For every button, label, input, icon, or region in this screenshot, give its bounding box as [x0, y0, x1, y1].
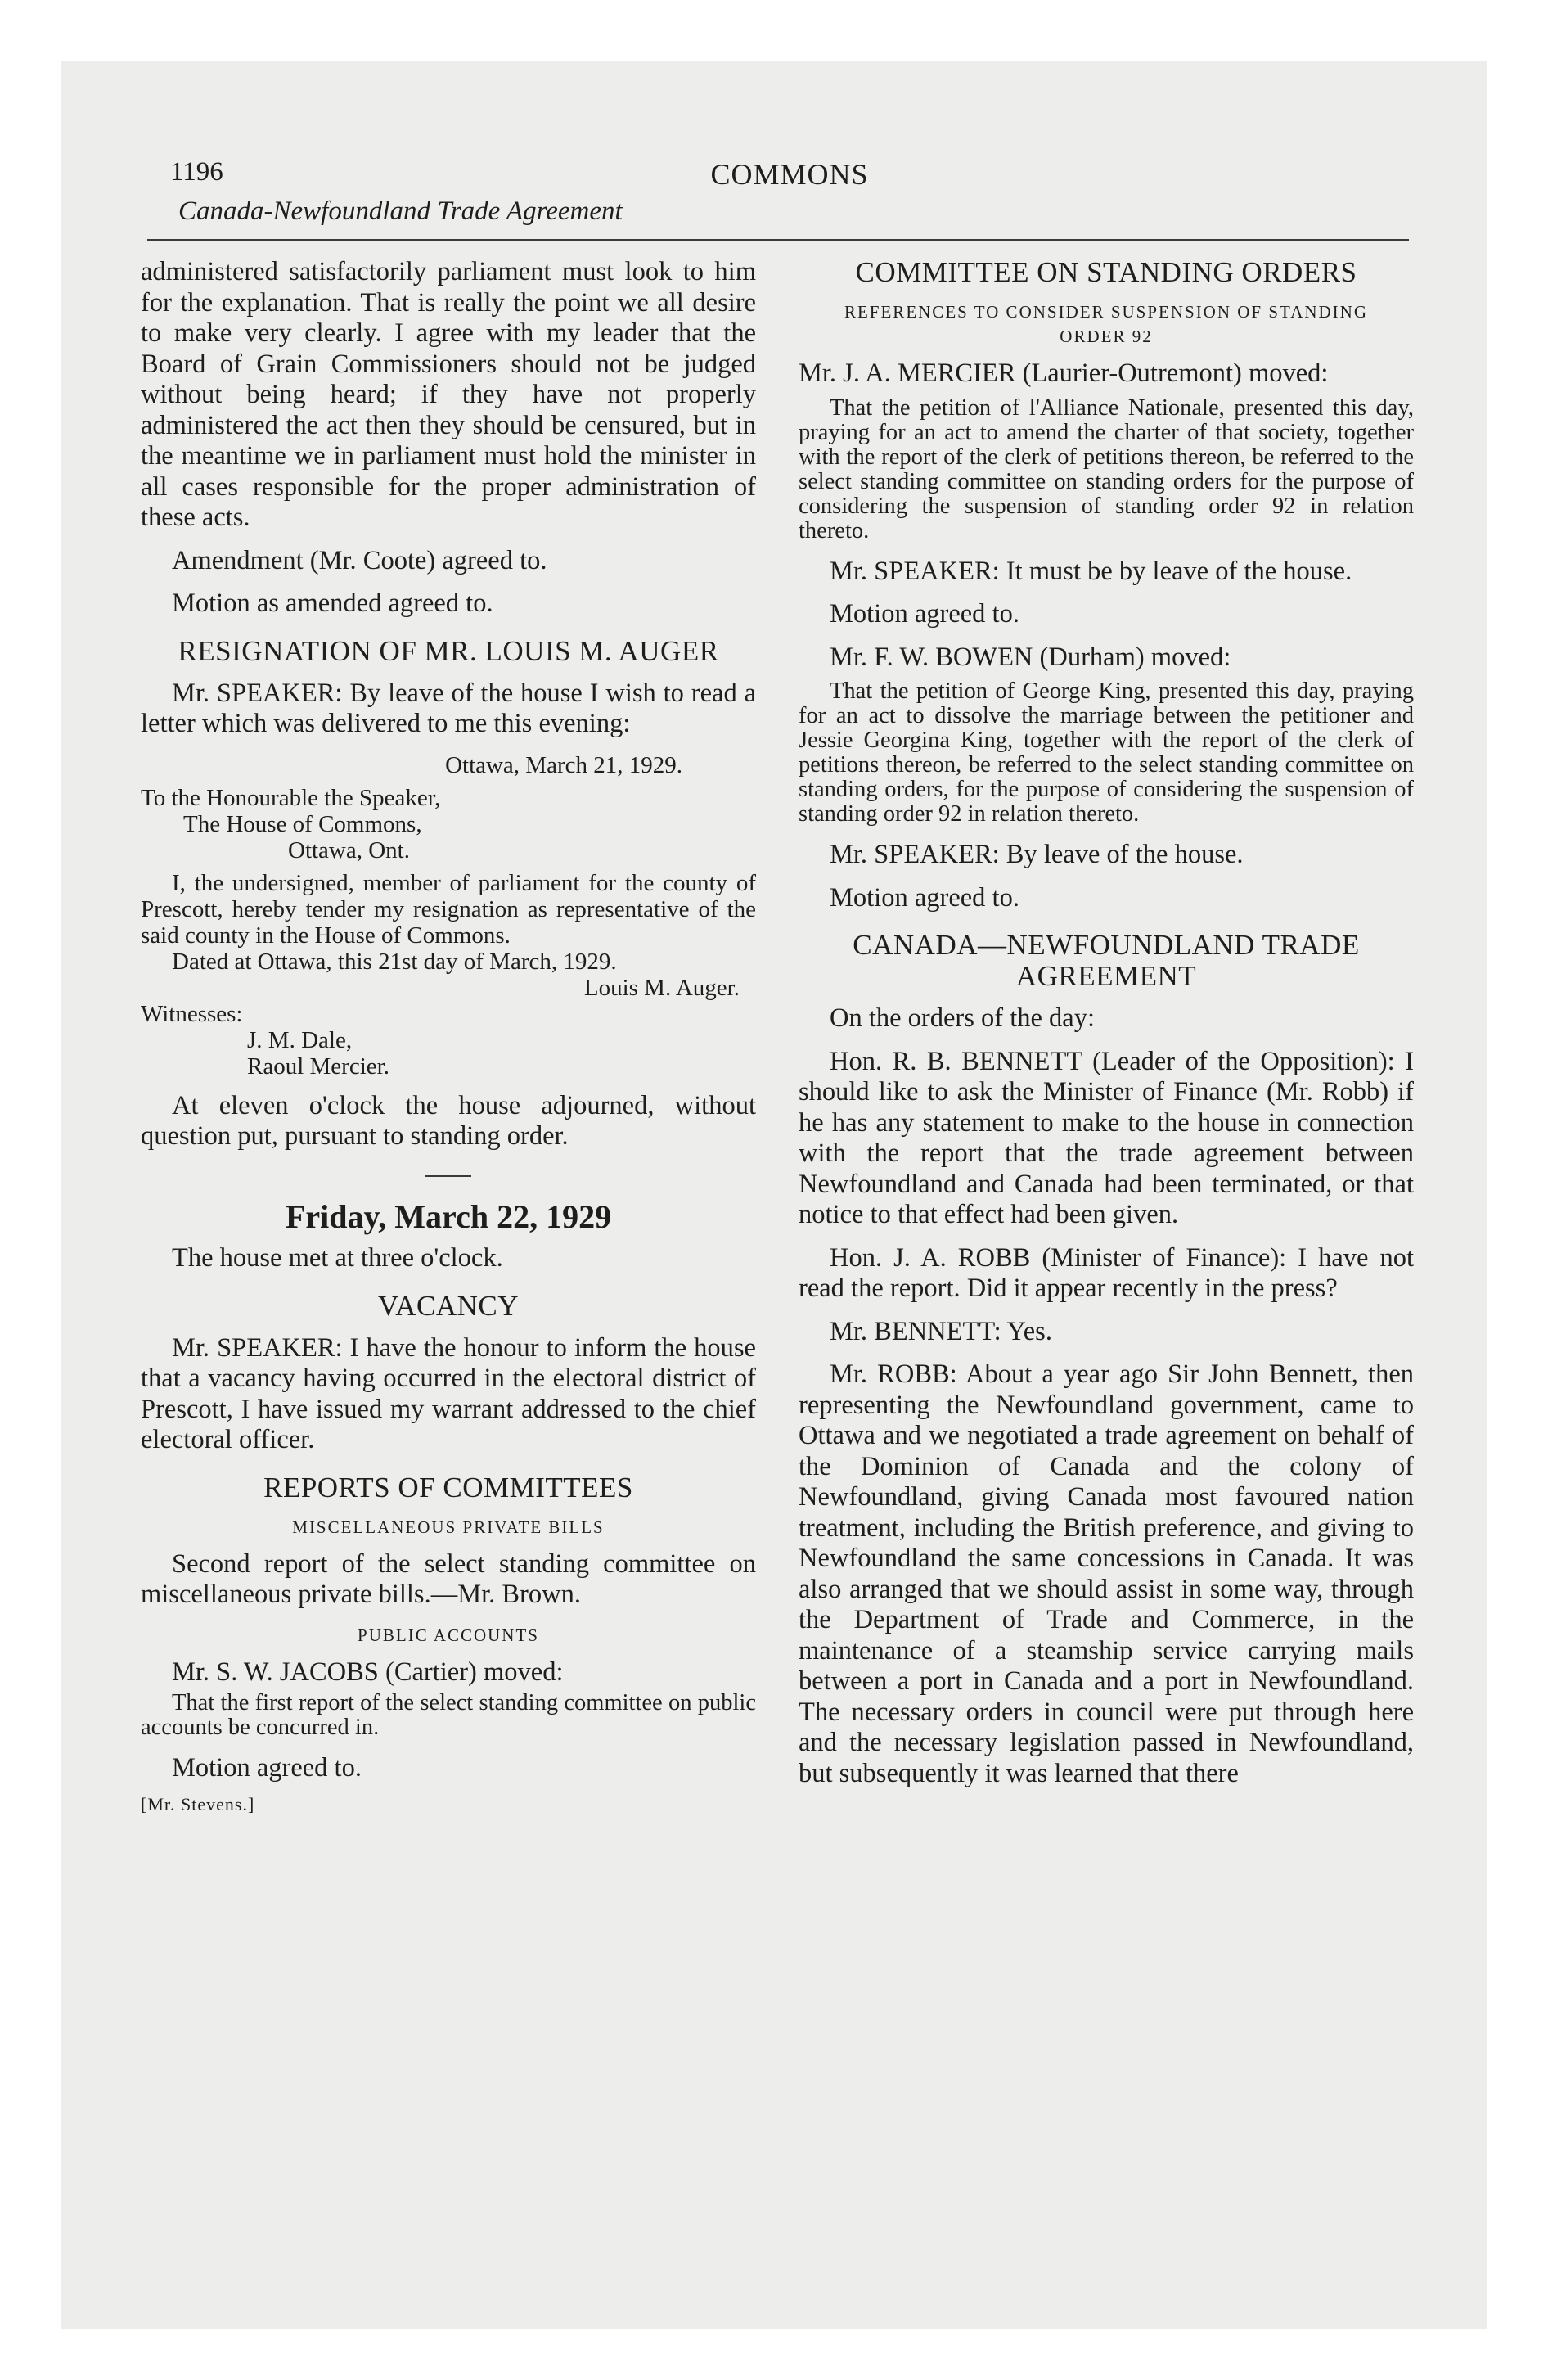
motion-text: That the petition of George King, presented this day, praying for an act to dissolve the marriage between the petitioner and Jessie Georgina King, together with the report of the clerk of petitions thereon, be referred to the select standing committee on standing orders, for the purpose of considering the suspension of standing order 92 in relation thereto.: [799, 678, 1414, 827]
letter-witness: J. M. Dale,: [247, 1026, 353, 1053]
paragraph: The house met at three o'clock.: [172, 1243, 503, 1273]
motion-text: That the petition of l'Alliance Nationale, presented this day, praying for an act to amend the charter of that society, together with the report of the clerk of petitions thereon, be referred to the select standing committee on standing orders for the purpose of considering the suspension of standing order 92 in relation thereto.: [799, 394, 1414, 543]
paragraph: Second report of the select standing committee on miscellaneous private bills.—Mr. Brown.: [141, 1548, 756, 1609]
right-column: [799, 257, 1414, 1801]
divider: [425, 1175, 471, 1177]
running-head: COMMONS: [710, 158, 869, 191]
letter-dated: Dated at Ottawa, this 21st day of March, 1929.: [172, 948, 617, 975]
speaker-reference: [Mr. Stevens.]: [141, 1793, 255, 1814]
letter-witness: Raoul Mercier.: [247, 1053, 389, 1080]
date-heading: Friday, March 22, 1929: [285, 1197, 612, 1235]
heading-vacancy: VACANCY: [377, 1289, 520, 1322]
paragraph: Motion as amended agreed to.: [172, 588, 493, 618]
heading-committee: COMMITTEE ON STANDING ORDERS: [855, 256, 1357, 288]
paragraph: Motion agreed to.: [830, 882, 1019, 913]
page-number: 1196: [170, 157, 223, 187]
paragraph: Mr. SPEAKER: I have the honour to inform the house that a vacancy having occurred in the electoral district of Prescott, I have issued my warrant addressed to the chief electoral officer.: [141, 1332, 756, 1454]
paragraph: Hon. R. B. BENNETT (Leader of the Opposition): I should like to ask the Minister of Finance (Mr. Robb) if he has any statement to make to the house in connection with the report that the trade agreement between Newfoundland and Canada had been terminated, or that notice to that effect had been given.: [799, 1046, 1414, 1229]
subheading-misc-bills: MISCELLANEOUS PRIVATE BILLS: [292, 1517, 605, 1537]
paragraph: Mr. SPEAKER: By leave of the house.: [830, 840, 1244, 869]
letter-date: Ottawa, March 21, 1929.: [445, 751, 682, 778]
paragraph: At eleven o'clock the house adjourned, without question put, pursuant to standing order.: [141, 1090, 756, 1151]
paragraph: Mr. S. W. JACOBS (Cartier) moved:: [172, 1657, 564, 1687]
resignation-letter: [141, 752, 756, 1080]
paragraph: Hon. J. A. ROBB (Minister of Finance): I have not read the report. Did it appear recently in the press?: [799, 1242, 1414, 1303]
motion-text: That the first report of the select standing committee on public accounts be concurred in.: [141, 1690, 756, 1740]
letter-signature: Louis M. Auger.: [583, 974, 740, 1001]
subheading-public-accounts: PUBLIC ACCOUNTS: [358, 1625, 539, 1645]
heading-reports: REPORTS OF COMMITTEES: [263, 1471, 633, 1503]
letter-addressee: Ottawa, Ont.: [288, 836, 410, 863]
paragraph: Mr. SPEAKER: By leave of the house I wish to read a letter which was delivered to me this evening:: [141, 678, 756, 738]
paragraph: Mr. J. A. MERCIER (Laurier-Outremont) moved:: [799, 358, 1329, 388]
paragraph: Mr. BENNETT: Yes.: [830, 1316, 1052, 1346]
paragraph: Mr. F. W. BOWEN (Durham) moved:: [830, 642, 1231, 672]
letter-witnesses-label: Witnesses:: [141, 1000, 243, 1027]
paragraph: Amendment (Mr. Coote) agreed to.: [172, 545, 547, 575]
heading-resignation: RESIGNATION OF MR. LOUIS M. AUGER: [178, 634, 719, 667]
heading-trade-agreement: CANADA—NEWFOUNDLAND TRADE AGREEMENT: [853, 929, 1360, 992]
paragraph: Mr. ROBB: About a year ago Sir John Bennett, then representing the Newfoundland government, came to Ottawa and we negotiated a trade agreement on behalf of the Dominion of Canada and the colony of Newfoundland, giving Canada most favoured nation treatment, including the British preference, and giving to Newfoundland the same concessions in Canada. It was also arranged that we should assist in some way, through the Department of Trade and Commerce, in the maintenance of a steamship service carrying mails between a port in Canada and a port in Newfoundland. The necessary orders in council were put through here and the necessary legislation passed in Newfoundland, but subsequently it was learned that there: [799, 1359, 1414, 1788]
letter-body: I, the undersigned, member of parliament for the county of Prescott, hereby tender my resignation as representative of the said county in the House of Commons.: [141, 869, 756, 949]
paragraph: Motion agreed to.: [830, 599, 1019, 629]
left-column: [141, 257, 756, 1819]
header-rule: [147, 239, 1409, 241]
letter-addressee: To the Honourable the Speaker,: [141, 784, 441, 811]
subheading-references: REFERENCES TO CONSIDER SUSPENSION OF STANDING ORDER 92: [844, 302, 1369, 346]
letter-addressee: The House of Commons,: [183, 810, 422, 837]
section-title: Canada-Newfoundland Trade Agreement: [178, 196, 623, 226]
paragraph: On the orders of the day:: [830, 1003, 1096, 1033]
paragraph: Motion agreed to.: [172, 1753, 362, 1783]
paragraph: Mr. SPEAKER: It must be by leave of the house.: [830, 556, 1352, 586]
paragraph: administered satisfactorily parliament must look to him for the explanation. That is really the point we all desire to make very clearly. I agree with my leader that the Board of Grain Commissioners should not be judged without being heard; if they have not properly administered the act then they should be censured, but in the meantime we in parliament must hold the minister in all cases responsible for the proper administration of these acts.: [141, 257, 756, 532]
page-header: [170, 157, 1409, 193]
